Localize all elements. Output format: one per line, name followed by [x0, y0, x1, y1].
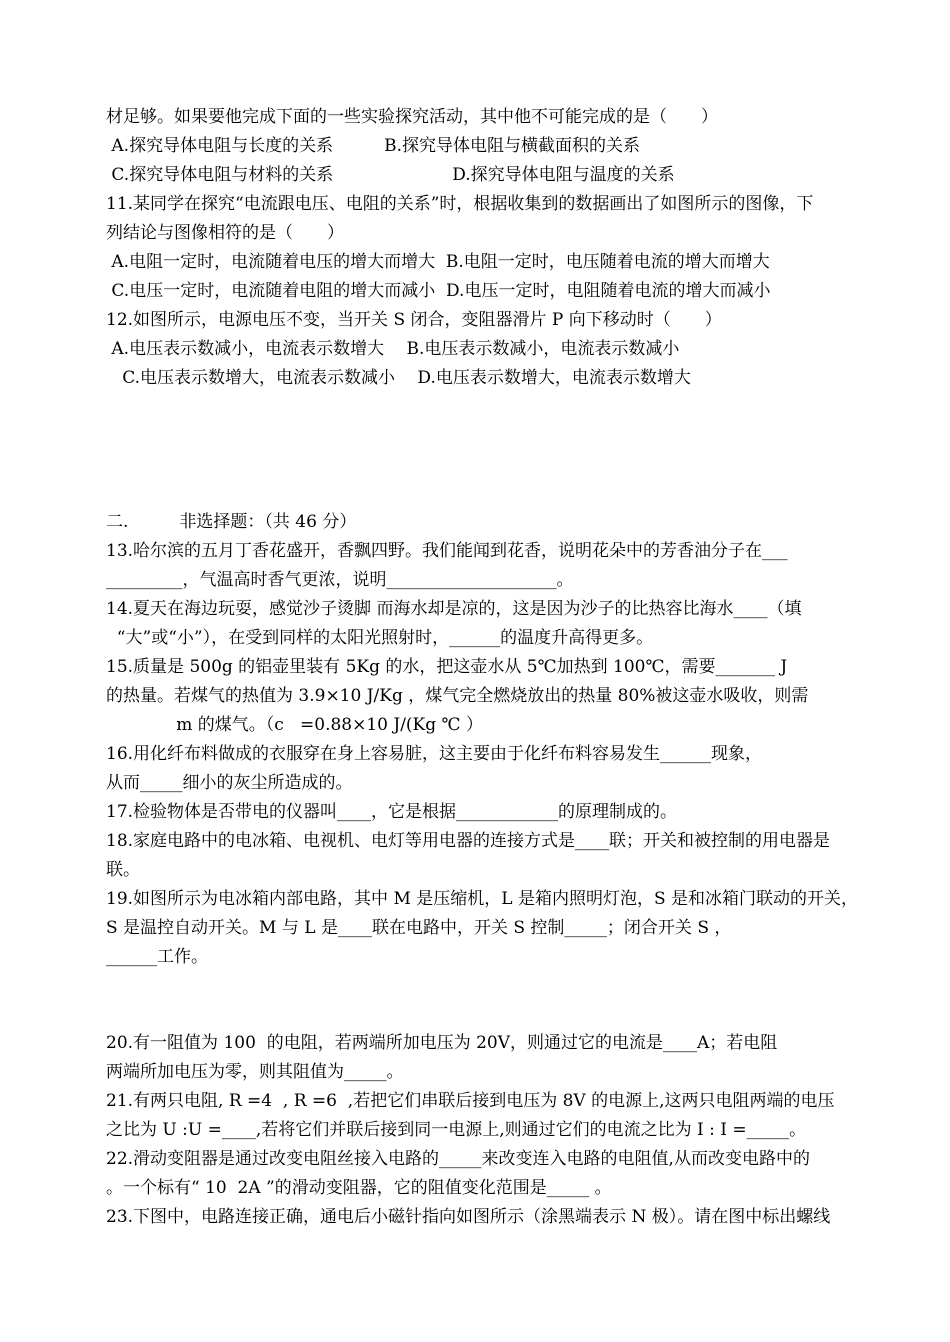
q10-option-c-d: C.探究导体电阻与材料的关系 D.探究导体电阻与温度的关系	[106, 165, 675, 185]
q12-stem: 12.如图所示，电源电压不变，当开关 S 闭合，变阻器滑片 P 向下移动时（ ）	[106, 310, 722, 330]
q23-line-1: 23.下图中，电路连接正确，通电后小磁针指向如图所示（涂黑端表示 N 极）。请在图中标出螺线	[106, 1207, 831, 1227]
q21-line-2: 之比为 U :U =____,若将它们并联后接到同一电源上,则通过它们的电流之比为 I : I =_____。	[106, 1120, 807, 1140]
q14-line-1: 14.夏天在海边玩耍，感觉沙子烫脚 而海水却是凉的，这是因为沙子的比热容比海水____（填	[106, 599, 802, 619]
q12-option-c-d: C.电压表示数增大，电流表示数减小 D.电压表示数增大，电流表示数增大	[106, 368, 691, 388]
q21-line-1: 21.有两只电阻, R =4 , R =6 ,若把它们串联后接到电压为 8V 的电源上,这两只电阻两端的电压	[106, 1091, 835, 1111]
q20-line-2: 两端所加电压为零，则其阻值为_____。	[106, 1062, 404, 1082]
q11-option-a-b: A.电阻一定时，电流随着电压的增大而增大 B.电阻一定时，电压随着电流的增大而增大	[106, 252, 770, 272]
q19-line-2: S 是温控自动开关。M 与 L 是____联在电路中，开关 S 控制_____；闭合开关 S ，	[106, 918, 732, 938]
q22-line-1: 22.滑动变阻器是通过改变电阻丝接入电路的_____来改变连入电路的电阻值,从而改变电路中的	[106, 1149, 810, 1169]
q15-line-3: m 的煤气。（c =0.88×10 J/(Kg ℃ ）	[106, 715, 483, 735]
q22-line-2: 。一个标有“ 10 2A ”的滑动变阻器，它的阻值变化范围是_____ 。	[106, 1178, 612, 1198]
q15-line-2: 的热量。若煤气的热值为 3.9×10 J/Kg ，煤气完全燃烧放出的热量 80%被这壶水吸收，则需	[106, 686, 809, 706]
q17-line: 17.检验物体是否带电的仪器叫____，它是根据____________的原理制成的。	[106, 802, 678, 822]
q13-line-1: 13.哈尔滨的五月丁香花盛开，香飘四野。我们能闻到花香，说明花朵中的芳香油分子在___	[106, 541, 788, 561]
section-heading: 二. 非选择题：（共 46 分）	[106, 512, 357, 532]
q19-line-1: 19.如图所示为电冰箱内部电路，其中 M 是压缩机，L 是箱内照明灯泡，S 是和冰箱门联动的开关，	[106, 889, 858, 909]
q20-line-1: 20.有一阻值为 100 的电阻，若两端所加电压为 20V，则通过它的电流是____A；若电阻	[106, 1033, 778, 1053]
q11-option-c-d: C.电压一定时，电流随着电阻的增大而减小 D.电压一定时，电阻随着电流的增大而减小	[106, 281, 771, 301]
text-line: 材足够。如果要他完成下面的一些实验探究活动，其中他不可能完成的是（ ）	[106, 107, 718, 127]
q16-line-1: 16.用化纤布料做成的衣服穿在身上容易脏，这主要由于化纤布料容易发生______现象，	[106, 744, 763, 764]
q15-line-1: 15.质量是 500g 的铝壶里装有 5Kg 的水，把这壶水从 5℃加热到 100℃，需要_______ J	[106, 657, 788, 677]
q19-line-3: ______工作。	[106, 947, 208, 967]
q11-stem-cont: 列结论与图像相符的是（ ）	[106, 223, 344, 243]
q18-line-1: 18.家庭电路中的电冰箱、电视机、电灯等用电器的连接方式是____联；开关和被控制的用电器是	[106, 831, 831, 851]
q14-line-2: “大”或“小”），在受到同样的太阳光照射时，______的温度升高得更多。	[106, 628, 654, 648]
q16-line-2: 从而_____细小的灰尘所造成的。	[106, 773, 353, 793]
q18-line-2: 联。	[106, 860, 140, 880]
q12-option-a-b: A.电压表示数减小，电流表示数增大 B.电压表示数减小，电流表示数减小	[106, 339, 680, 359]
q11-stem: 11.某同学在探究“电流跟电压、电阻的关系”时，根据收集到的数据画出了如图所示的图像，下	[106, 194, 814, 214]
q10-option-a-b: A.探究导体电阻与长度的关系 B.探究导体电阻与横截面积的关系	[106, 136, 640, 156]
q13-line-2: _________，气温高时香气更浓，说明____________________。	[106, 570, 574, 590]
